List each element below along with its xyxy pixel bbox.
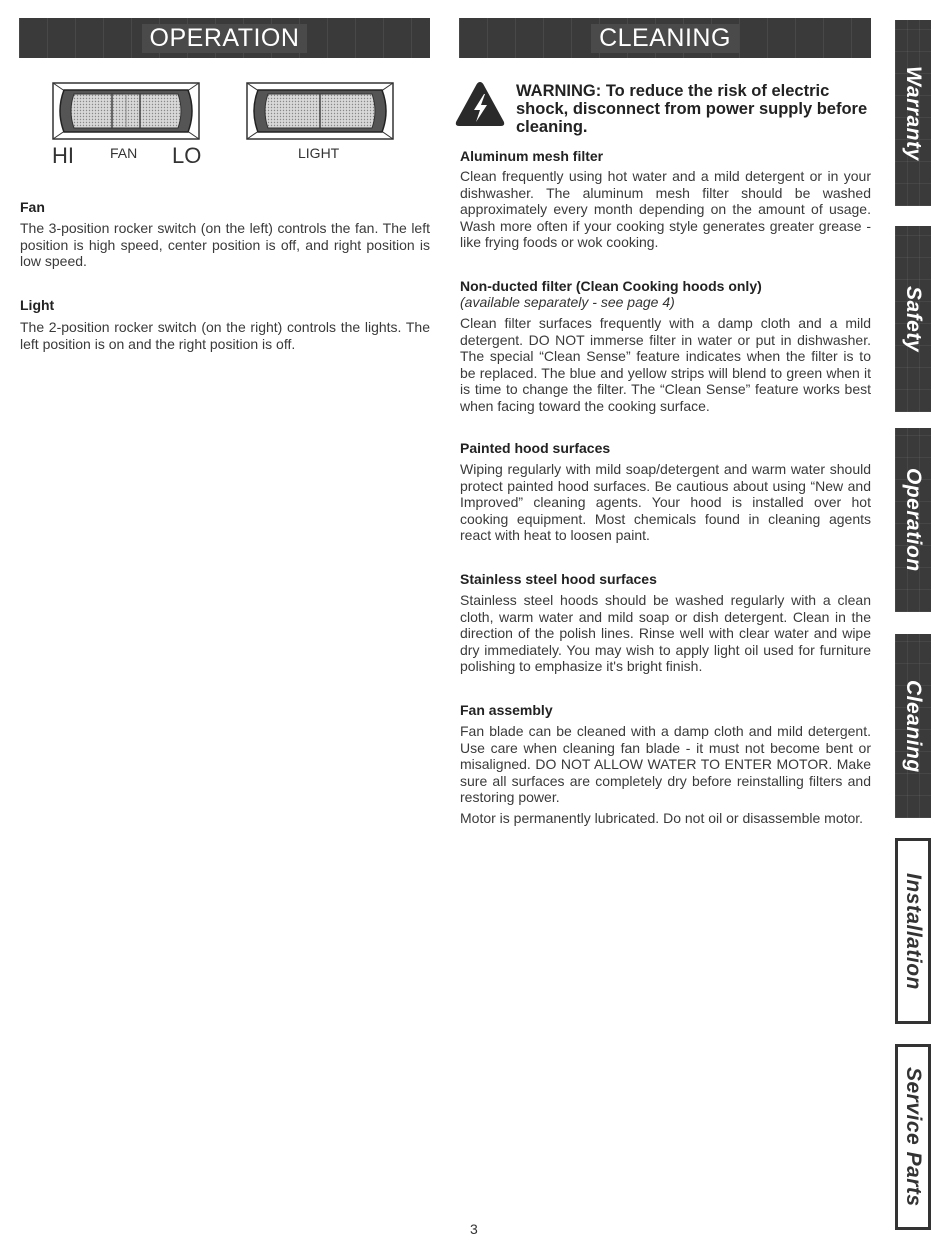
aluminum-filter-heading: Aluminum mesh filter — [460, 148, 604, 164]
tab-warranty-label: Warranty — [902, 65, 925, 161]
tab-safety-label: Safety — [902, 285, 925, 353]
tab-service-parts[interactable] — [895, 1044, 931, 1230]
stainless-surfaces-text: Stainless steel hoods should be washed regularly with a clean cloth, warm water and mild soap or dish detergent. Clean in the direction of the polish lines. Rinse well with clear water and wipe dry immediately. You may wish to apply light oil used for furniture polishing to emphasize it's bright finish. — [460, 592, 871, 675]
fan-description: The 3-position rocker switch (on the left) controls the fan. The left position is high speed, center position is off, and right position is low speed. — [20, 220, 430, 270]
warning-text: WARNING: To reduce the risk of electric shock, disconnect from power supply before cleaning. — [516, 82, 868, 136]
light-rocker-switch-illustration — [246, 82, 394, 140]
painted-surfaces-text: Wiping regularly with mild soap/detergent and warm water should protect painted hood surfaces. Be cautious about using “New and Improved” cleaning agents. Your hood is installed over hot cooking equipment. Most chemicals found in cleaning agents react with heat to loosen paint. — [460, 461, 871, 544]
tab-cleaning-label: Cleaning — [902, 679, 925, 773]
tab-cleaning[interactable] — [895, 634, 931, 818]
fan-heading: Fan — [20, 199, 45, 215]
fan-assembly-text: Fan blade can be cleaned with a damp cloth and mild detergent. Use care when cleaning fan blade - it must not become bent or misaligned. DO NOT ALLOW WATER TO ENTER MOTOR. Make sure all surfaces are completely dry before reinstalling filters and restoring power. — [460, 723, 871, 806]
nonducted-filter-text: Clean filter surfaces frequently with a damp cloth and a mild detergent. DO NOT immerse filter in water or put in dishwasher. The special “Clean Sense” feature indicates when the filter is to be replaced. The blue and yellow strips will blend to green when it is time to change the filter. The “Clean Sense” feature works best when facing toward the cooking surface. — [460, 315, 871, 414]
operation-banner — [19, 18, 430, 58]
cleaning-banner — [459, 18, 871, 58]
tab-operation[interactable] — [895, 428, 931, 612]
nonducted-filter-note: (available separately - see page 4) — [460, 294, 675, 310]
tab-safety[interactable] — [895, 226, 931, 412]
cleaning-title: CLEANING — [591, 24, 739, 53]
tab-warranty[interactable] — [895, 20, 931, 206]
light-heading: Light — [20, 297, 55, 313]
fan-rocker-switch-illustration — [52, 82, 200, 140]
fan-label: FAN — [110, 145, 138, 161]
aluminum-filter-text: Clean frequently using hot water and a mild detergent or in your dishwasher. The aluminum mesh filter should be washed approximately every month depending on the amount of usage. Wash more often if your cooking style generates greater grease - like frying foods or wok cooking. — [460, 168, 871, 251]
light-label: LIGHT — [298, 145, 340, 161]
fan-lo-label: LO — [172, 143, 202, 168]
stainless-surfaces-heading: Stainless steel hood surfaces — [460, 571, 657, 587]
light-description: The 2-position rocker switch (on the right) controls the lights. The left position is on and the right position is off. — [20, 319, 430, 352]
page-number: 3 — [470, 1221, 478, 1237]
fan-hi-label: HI — [52, 143, 74, 168]
nonducted-filter-heading: Non-ducted filter (Clean Cooking hoods only) — [460, 278, 762, 294]
electric-shock-warning-icon — [454, 80, 506, 128]
tab-service-parts-label: Service Parts — [902, 1067, 925, 1207]
tab-operation-label: Operation — [902, 468, 925, 572]
motor-text: Motor is permanently lubricated. Do not oil or disassemble motor. — [460, 810, 864, 826]
fan-assembly-heading: Fan assembly — [460, 702, 553, 718]
painted-surfaces-heading: Painted hood surfaces — [460, 440, 611, 456]
operation-title: OPERATION — [142, 24, 308, 53]
tab-installation[interactable] — [895, 838, 931, 1024]
tab-installation-label: Installation — [902, 872, 925, 990]
